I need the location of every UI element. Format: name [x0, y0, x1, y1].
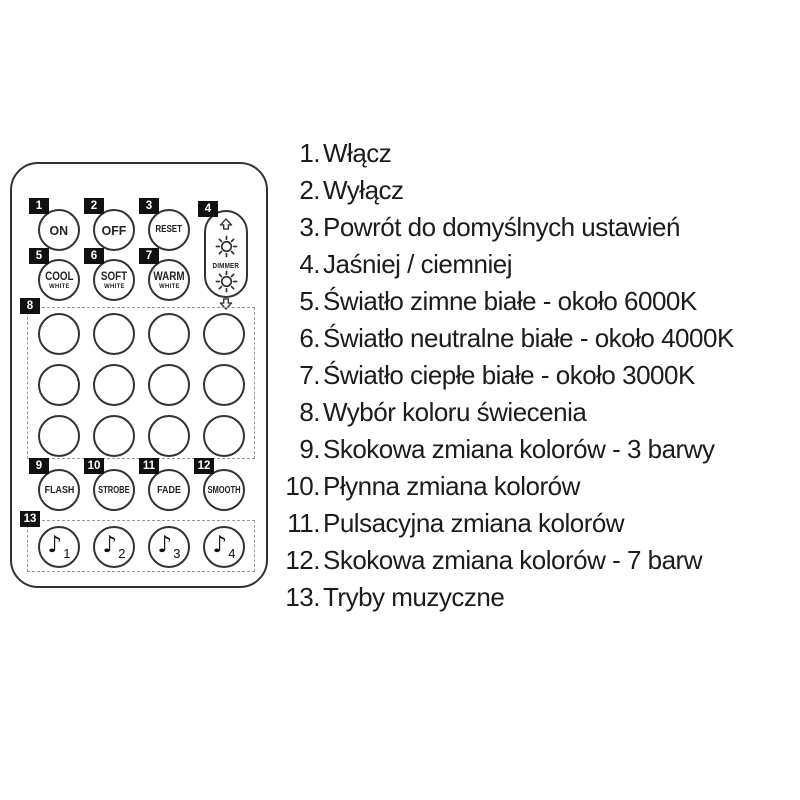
color-swatch-button[interactable]: [93, 313, 135, 355]
warm-white-label: WARM: [153, 268, 185, 283]
legend-item-5: [280, 283, 798, 320]
callout-tag-2: 2: [84, 198, 104, 214]
legend-number: 9.: [299, 434, 320, 464]
color-button-grid: [27, 307, 255, 459]
legend-number: 7.: [299, 360, 320, 390]
legend-text: Płynna zmiana kolorów: [323, 471, 580, 501]
music-note-icon: ♪: [157, 532, 173, 558]
warm-white-sublabel: WHITE: [158, 282, 180, 290]
callout-tag-13: 13: [20, 511, 40, 527]
legend-item-7: [280, 357, 798, 394]
color-swatch-button[interactable]: [93, 415, 135, 457]
strobe-button-label: STROBE: [98, 483, 130, 496]
legend-number: 3.: [299, 212, 320, 242]
legend-text: Światło zimne białe - około 6000K: [323, 286, 697, 316]
music-note-icon: ♪: [212, 532, 228, 558]
color-swatch-button[interactable]: [38, 313, 80, 355]
flash-button-label: FLASH: [44, 483, 74, 496]
legend-item-13: [280, 579, 798, 616]
legend-text: Pulsacyjna zmiana kolorów: [323, 508, 625, 538]
legend-item-10: [280, 468, 798, 505]
callout-tag-12: 12: [194, 458, 214, 474]
music-mode-number: 4: [228, 546, 236, 561]
off-button-label: OFF: [101, 222, 127, 238]
callout-tag-8: 8: [20, 298, 40, 314]
color-swatch-button[interactable]: [203, 415, 245, 457]
soft-white-button[interactable]: [90, 250, 135, 301]
dimmer-control[interactable]: [204, 203, 248, 298]
music-mode-number: 2: [118, 546, 126, 561]
cool-white-label: COOL: [44, 268, 74, 283]
callout-tag-3: 3: [139, 198, 159, 214]
soft-white-label: SOFT: [100, 268, 128, 283]
color-swatch-button[interactable]: [203, 364, 245, 406]
music-mode-4-button[interactable]: [203, 526, 245, 568]
smooth-button[interactable]: [197, 460, 245, 511]
legend-text: Jaśniej / ciemniej: [323, 249, 512, 279]
fade-button-label: FADE: [157, 483, 181, 496]
callout-tag-9: 9: [29, 458, 49, 474]
on-button-label: ON: [49, 222, 69, 238]
music-mode-2-button[interactable]: [93, 526, 135, 568]
legend-text: Skokowa zmiana kolorów - 7 barw: [323, 545, 702, 575]
legend-item-6: [280, 320, 798, 357]
music-note-icon: ♪: [47, 532, 63, 558]
legend-number: 12.: [285, 545, 320, 575]
callout-tag-4: 4: [198, 201, 218, 217]
music-mode-1-button[interactable]: [38, 526, 80, 568]
sun-icon: [215, 235, 238, 263]
legend-text: Wybór koloru świecenia: [323, 397, 587, 427]
legend-text: Światło ciepłe białe - około 3000K: [323, 360, 695, 390]
color-swatch-button[interactable]: [148, 364, 190, 406]
legend-number: 11.: [287, 508, 320, 538]
legend-item-1: [280, 135, 798, 172]
callout-tag-6: 6: [84, 248, 104, 264]
legend-text: Tryby muzyczne: [323, 582, 505, 612]
color-swatch-button[interactable]: [38, 364, 80, 406]
dimmer-pill[interactable]: [204, 210, 248, 298]
legend-text: Skokowa zmiana kolorów - 3 barwy: [323, 434, 715, 464]
legend-number: 2.: [299, 175, 320, 205]
color-swatch-button[interactable]: [93, 364, 135, 406]
music-mode-group: [27, 520, 255, 572]
strobe-button[interactable]: [87, 460, 135, 511]
fade-button[interactable]: [142, 460, 190, 511]
legend-number: 1.: [299, 138, 320, 168]
music-note-icon: ♪: [102, 532, 118, 558]
remote-body: [10, 162, 268, 588]
smooth-button-label: SMOOTH: [207, 483, 241, 496]
legend-item-11: [280, 505, 798, 542]
legend-number: 13.: [285, 582, 320, 612]
callout-tag-7: 7: [139, 248, 159, 264]
legend-text: Wyłącz: [323, 175, 404, 205]
callout-tag-10: 10: [84, 458, 104, 474]
legend-number: 10.: [285, 471, 320, 501]
legend-item-2: [280, 172, 798, 209]
legend-item-12: [280, 542, 798, 579]
reset-button-label: RESET: [155, 224, 183, 235]
dimmer-label: DIMMER: [212, 263, 240, 270]
legend-number: 4.: [299, 249, 320, 279]
on-button[interactable]: [35, 200, 80, 251]
warm-white-button[interactable]: [145, 250, 190, 301]
cool-white-button[interactable]: [35, 250, 80, 301]
cool-white-sublabel: WHITE: [48, 282, 70, 290]
legend-item-3: [280, 209, 798, 246]
color-swatch-button[interactable]: [203, 313, 245, 355]
off-button[interactable]: [90, 200, 135, 251]
arrow-up-icon: [219, 217, 233, 235]
color-swatch-button[interactable]: [148, 415, 190, 457]
music-mode-number: 3: [173, 546, 181, 561]
legend-number: 6.: [299, 323, 320, 353]
callout-tag-11: 11: [139, 458, 159, 474]
legend-item-4: [280, 246, 798, 283]
color-swatch-button[interactable]: [148, 313, 190, 355]
callout-tag-5: 5: [29, 248, 49, 264]
legend-item-8: [280, 394, 798, 431]
legend-text: Powrót do domyślnych ustawień: [323, 212, 680, 242]
reset-button[interactable]: [145, 200, 190, 251]
legend-text: Światło neutralne białe - około 4000K: [323, 323, 734, 353]
music-mode-3-button[interactable]: [148, 526, 190, 568]
legend-number: 8.: [299, 397, 320, 427]
legend-item-9: [280, 431, 798, 468]
legend-list: [280, 135, 798, 616]
music-mode-number: 1: [63, 546, 71, 561]
legend-number: 5.: [299, 286, 320, 316]
flash-button[interactable]: [35, 460, 80, 511]
callout-tag-1: 1: [29, 198, 49, 214]
sun-icon: [215, 270, 238, 298]
soft-white-sublabel: WHITE: [103, 282, 125, 290]
legend-text: Włącz: [323, 138, 392, 168]
color-swatch-button[interactable]: [38, 415, 80, 457]
